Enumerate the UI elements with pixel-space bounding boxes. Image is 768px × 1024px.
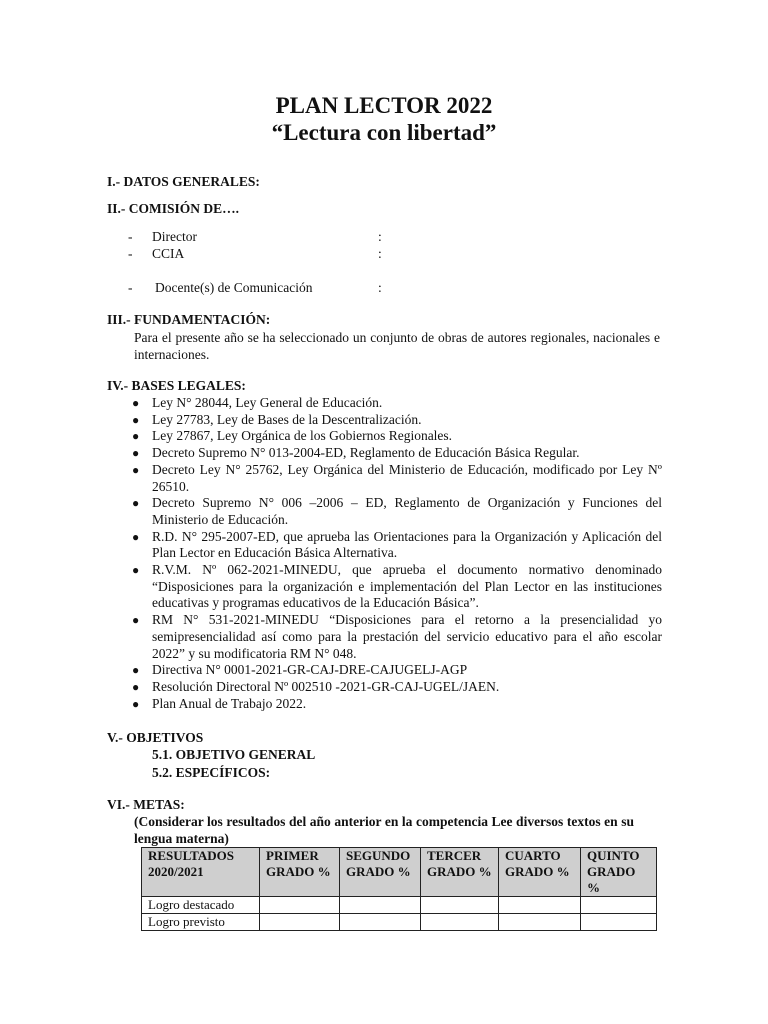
table-cell <box>581 897 657 914</box>
metas-note: (Considerar los resultados del año anterior en la competencia Lee diversos textos en su lengua materna) <box>134 814 634 846</box>
section-datos-generales: I.- DATOS GENERALES: <box>107 174 260 189</box>
table-header-cell: PRIMER GRADO % <box>260 848 340 897</box>
document-title: PLAN LECTOR 2022 <box>275 93 493 118</box>
list-item <box>134 562 662 612</box>
list-item-text: Resolución Directoral Nº 002510 -2021-GR-CAJ-UGEL/JAEN. <box>152 678 500 694</box>
comision-colon: : <box>378 229 382 244</box>
list-item-text: Decreto Supremo N° 006 –2006 – ED, Reglamento de Organización y Funciones del Ministerio de Educación. <box>152 495 662 527</box>
comision-colon: : <box>378 246 382 261</box>
comision-colon: : <box>378 280 382 295</box>
table-cell <box>581 914 657 931</box>
list-item <box>134 679 662 696</box>
list-item <box>134 662 662 679</box>
list-item <box>134 395 662 412</box>
table-cell: Logro destacado <box>142 897 260 914</box>
section-metas: VI.- METAS: <box>107 797 185 812</box>
list-item <box>134 696 662 713</box>
list-item-text: Directiva N° 0001-2021-GR-CAJ-DRE-CAJUGELJ-AGP <box>152 662 468 678</box>
bases-legales-list <box>134 395 662 712</box>
comision-dash: - <box>128 246 133 261</box>
table-header-cell: TERCER GRADO % <box>421 848 499 897</box>
list-item-text: RM N° 531-2021-MINEDU “Disposiciones para el retorno a la presencialidad yo semipresencialidad así como para la prestación del servicio educativo para el año escolar 2022” y su modificatoria RM N° 048. <box>152 612 662 661</box>
bullet-icon: ● <box>132 462 140 477</box>
comision-dash: - <box>128 229 133 244</box>
bullet-icon: ● <box>132 396 140 410</box>
list-item-text: R.D. N° 295-2007-ED, que aprueba las Orientaciones para la Organización y Aplicación del Plan Lector en Educación Básica Alternativa. <box>152 528 662 561</box>
table-header-cell: CUARTO GRADO % <box>499 848 581 897</box>
document-subtitle: “Lectura con libertad” <box>271 120 497 145</box>
list-item-text: Plan Anual de Trabajo 2022. <box>152 695 307 711</box>
table-cell <box>260 914 340 931</box>
list-item-text: R.V.M. Nº 062-2021-MINEDU, que aprueba el documento normativo denominado “Disposiciones para la organización e implementación del Plan Lector en las instituciones educativas y programas educativos de la Educación Básica”. <box>152 562 662 611</box>
section-bases-legales: IV.- BASES LEGALES: <box>107 378 246 393</box>
comision-dash: - <box>128 280 133 295</box>
bullet-icon: ● <box>132 429 140 444</box>
table-header-cell: SEGUNDO GRADO % <box>340 848 421 897</box>
bullet-icon: ● <box>132 563 140 578</box>
table-cell <box>499 897 581 914</box>
bullet-icon: ● <box>132 613 140 628</box>
table-cell <box>340 897 421 914</box>
table-cell <box>421 914 499 931</box>
objetivos-especificos: 5.2. ESPECÍFICOS: <box>152 765 271 780</box>
list-item <box>134 428 662 445</box>
list-item <box>134 462 662 495</box>
table-cell <box>499 914 581 931</box>
bullet-icon: ● <box>132 529 140 544</box>
list-item <box>134 529 662 562</box>
comision-label: Director <box>152 229 197 244</box>
section-fundamentacion: III.- FUNDAMENTACIÓN: <box>107 312 271 327</box>
table-header-cell: RESULTADOS 2020/2021 <box>142 848 260 897</box>
bullet-icon: ● <box>132 412 140 427</box>
comision-label: Docente(s) de Comunicación <box>155 280 313 295</box>
bullet-icon: ● <box>132 663 140 678</box>
table-cell <box>340 914 421 931</box>
table-row <box>142 897 657 914</box>
table-cell <box>421 897 499 914</box>
metas-table <box>141 847 657 931</box>
bullet-icon: ● <box>132 496 140 511</box>
table-cell <box>260 897 340 914</box>
list-item <box>134 495 662 528</box>
list-item-text: Ley 27867, Ley Orgánica de los Gobiernos Regionales. <box>152 428 453 444</box>
objetivo-general: 5.1. OBJETIVO GENERAL <box>152 747 316 762</box>
fundamentacion-text: Para el presente año se ha seleccionado un conjunto de obras de autores regionales, nacionales e internaciones. <box>134 330 660 362</box>
list-item-text: Decreto Ley N° 25762, Ley Orgánica del Ministerio de Educación, modificado por Ley Nº 26510. <box>152 461 662 494</box>
table-header-cell: QUINTO GRADO % <box>581 848 657 897</box>
table-header-row <box>142 848 657 897</box>
list-item <box>134 412 662 429</box>
bullet-icon: ● <box>132 446 140 461</box>
list-item <box>134 445 662 462</box>
bullet-icon: ● <box>132 696 140 711</box>
bullet-icon: ● <box>132 679 140 694</box>
section-comision: II.- COMISIÓN DE…. <box>107 201 240 216</box>
list-item <box>134 612 662 662</box>
table-row <box>142 914 657 931</box>
list-item-text: Ley N° 28044, Ley General de Educación. <box>152 395 383 410</box>
table-cell: Logro previsto <box>142 914 260 931</box>
comision-label: CCIA <box>152 246 185 261</box>
list-item-text: Ley 27783, Ley de Bases de la Descentralización. <box>152 411 422 427</box>
list-item-text: Decreto Supremo N° 013-2004-ED, Reglamento de Educación Básica Regular. <box>152 445 580 461</box>
section-objetivos: V.- OBJETIVOS <box>107 730 204 745</box>
